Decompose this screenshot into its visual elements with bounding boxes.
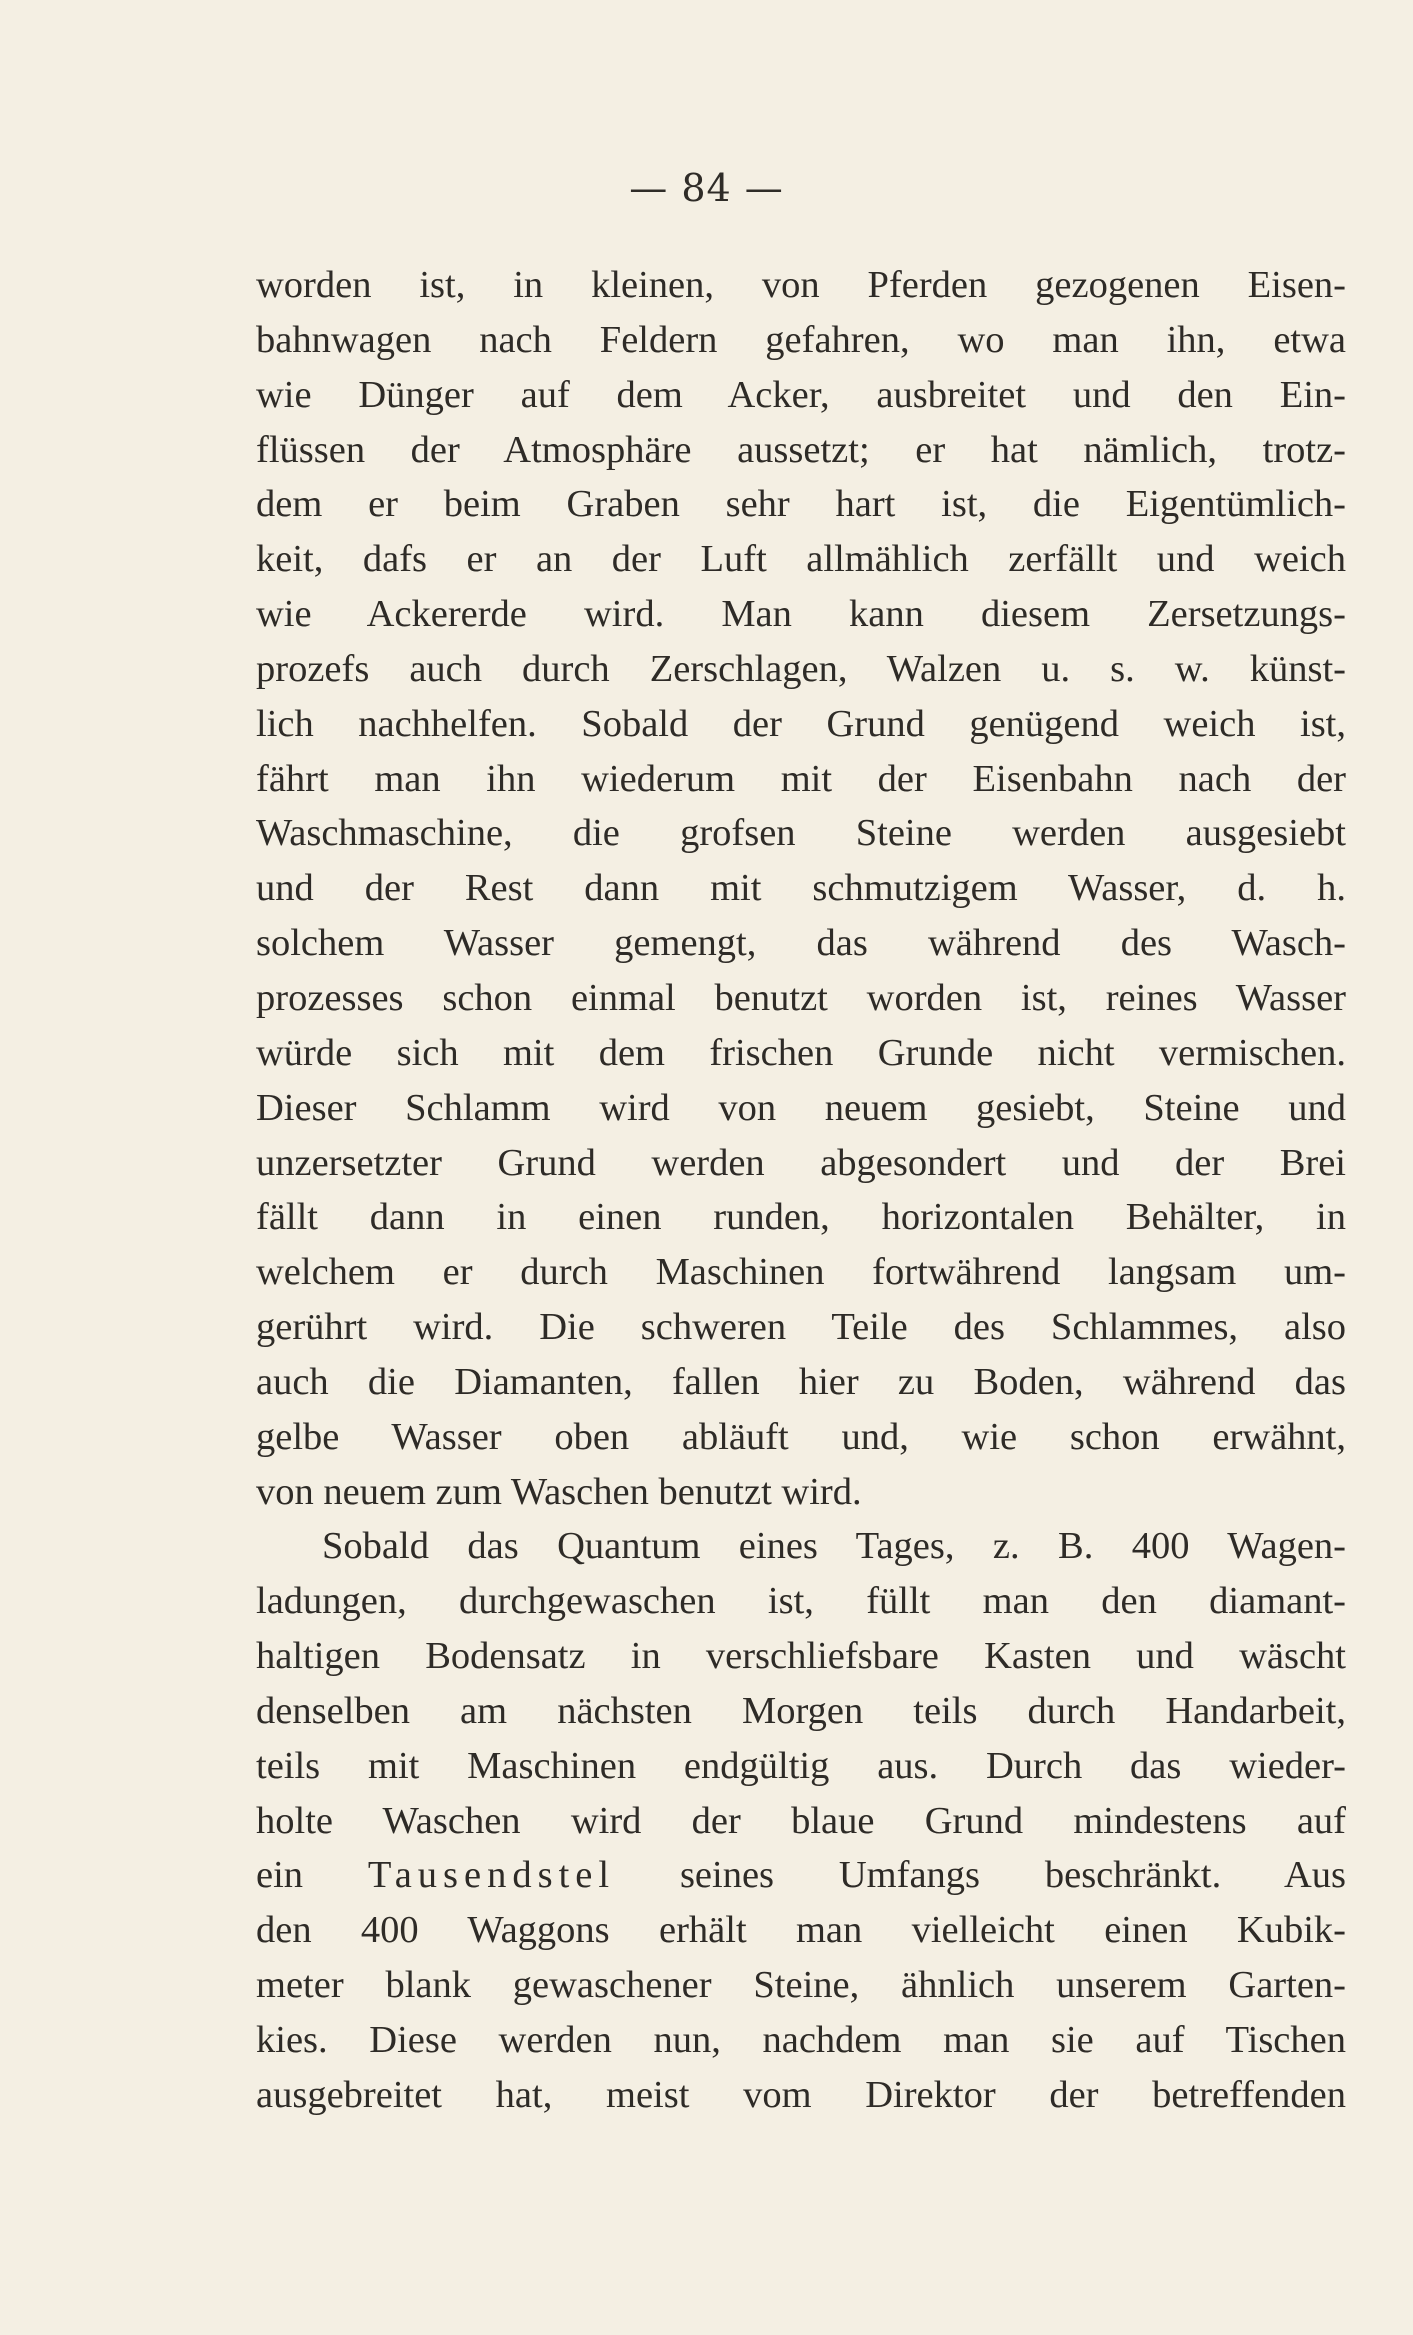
- text-line: teils mit Maschinen endgültig aus. Durch das wieder-: [256, 1744, 1346, 1787]
- paragraph-start-line: Sobald das Quantum eines Tages, z. B. 400 Wagen-: [322, 1525, 1346, 1568]
- text-line: flüssen der Atmosphäre aussetzt; er hat nämlich, trotz-: [256, 428, 1346, 471]
- text-line: dem er beim Graben sehr hart ist, die Eigentümlich-: [256, 483, 1346, 526]
- text-line: und der Rest dann mit schmutzigem Wasser, d. h.: [256, 867, 1346, 910]
- text-line: Waschmaschine, die grofsen Steine werden ausgesiebt: [256, 812, 1346, 855]
- text-line: ausgebreitet hat, meist vom Direktor der betreffenden: [256, 2073, 1346, 2116]
- text-line: worden ist, in kleinen, von Pferden gezogenen Eisen-: [256, 264, 1346, 306]
- text-line: holte Waschen wird der blaue Grund mindestens auf: [256, 1799, 1346, 1842]
- text-line: wie Dünger auf dem Acker, ausbreitet und den Ein-: [256, 373, 1346, 416]
- line-end: seines Umfangs beschränkt. Aus: [615, 1854, 1346, 1897]
- text-line: lich nachhelfen. Sobald der Grund genügend weich ist,: [256, 702, 1346, 745]
- text-line: Dieser Schlamm wird von neuem gesiebt, Steine und: [256, 1086, 1346, 1129]
- text-line: bahnwagen nach Feldern gefahren, wo man ihn, etwa: [256, 318, 1346, 361]
- text-line: prozesses schon einmal benutzt worden ist, reines Wasser: [256, 976, 1346, 1019]
- text-line: welchem er durch Maschinen fortwährend langsam um-: [256, 1251, 1346, 1294]
- text-line: den 400 Waggons erhält man vielleicht einen Kubik-: [256, 1909, 1346, 1952]
- text-line: wie Ackererde wird. Man kann diesem Zersetzungs-: [256, 593, 1346, 636]
- text-line: gelbe Wasser oben abläuft und, wie schon erwähnt,: [256, 1415, 1346, 1458]
- text-line: kies. Diese werden nun, nachdem man sie auf Tischen: [256, 2019, 1346, 2061]
- text-line: auch die Diamanten, fallen hier zu Boden, während das: [256, 1360, 1346, 1403]
- text-line: denselben am nächsten Morgen teils durch Handarbeit,: [256, 1689, 1346, 1732]
- text-line: prozefs auch durch Zerschlagen, Walzen u. s. w. künst-: [256, 647, 1346, 690]
- text-line: fällt dann in einen runden, horizontalen Behälter, in: [256, 1196, 1346, 1239]
- text-line: würde sich mit dem frischen Grunde nicht vermischen.: [256, 1031, 1346, 1074]
- text-line: meter blank gewaschener Steine, ähnlich unserem Garten-: [256, 1964, 1346, 2007]
- text-line: keit, dafs er an der Luft allmählich zerfällt und weich: [256, 538, 1346, 581]
- body-text: [256, 258, 1346, 2123]
- text-line: solchem Wasser gemengt, das während des Wasch-: [256, 922, 1346, 965]
- line-start: ein: [256, 1854, 368, 1897]
- text-line: haltigen Bodensatz in verschliefsbare Kasten und wäscht: [256, 1635, 1346, 1678]
- text-line: unzersetzter Grund werden abgesondert und der Brei: [256, 1141, 1346, 1184]
- text-line: fährt man ihn wiederum mit der Eisenbahn nach der: [256, 757, 1346, 800]
- spaced-word: Tausendstel: [367, 1854, 616, 1897]
- page-number: — 84 —: [629, 166, 784, 210]
- text-line: gerührt wird. Die schweren Teile des Schlammes, also: [256, 1306, 1346, 1349]
- text-line: ladungen, durchgewaschen ist, füllt man den diamant-: [256, 1580, 1346, 1623]
- text-line-emphasis: [256, 1848, 1346, 1903]
- paragraph-end-line: von neuem zum Waschen benutzt wird.: [256, 1470, 862, 1513]
